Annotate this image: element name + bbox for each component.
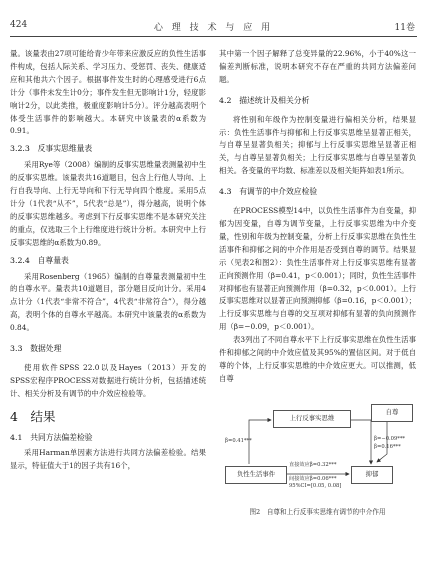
beta-interaction-label: β=−0.09*** [374,435,406,442]
section-heading: 3.2.3 反事实思维量表 [10,144,93,154]
box-depression: 抑郁 [351,466,393,484]
left-column [10,48,206,473]
indirect-effect-label: 间接效应β=0.06*** [289,475,337,482]
beta-b-label: β=0.16*** [374,443,401,450]
section-heading: 4.3 有调节的中介效应检验 [219,187,318,197]
path-a-arrow [249,420,271,464]
section-heading: 3.2.4 自尊量表 [10,255,69,265]
paragraph: 采用Rosenberg（1965）编制的自尊量表测量初中生的自尊水平。量表共10道题目，部分题目反向计分。采用4点计分（1代表“非常不符合”，4代表“非常符合”），得分越高，表明个体的自尊水平越高。本研究中该量表的α系数为0.84。 [10,271,206,333]
section-heading: 3.3 数据处理 [10,344,62,354]
paragraph: 其中第一个因子解释了总变异量的22.96%，小于40%这一偏差判断标准，说明本研究不存在严重的共同方法偏差问题。 [219,49,416,84]
mediation-diagram [219,392,416,500]
path-b-arrow [349,420,371,464]
paragraph: 量。该量表由27项可能给青少年带来应激反应的负性生活事件构成，包括人际关系、学习压力、受惩罚、丧失、健康适应和其他共六个因子。根据事件发生时的心理感受进行6点计分（事件未发生计0分；事件发生但无影响计1分，轻度影响计2分，以此类推，极重度影响计5分）。评分越高表明个体受生活事件的影响越大。本研究中该量表的α系数为0.91。 [10,49,206,136]
direct-effect-label: 直接效应β=0.32*** [289,461,337,468]
box-upward-counterfactual: 上行反事实思维 [273,410,351,428]
beta-a-label: β=0.41*** [225,437,252,444]
page-number: 424 [10,20,28,30]
box-negative-events: 负性生活事件 [225,466,287,484]
paragraph: 使用软件SPSS 22.0以及Hayes（2013）开发的SPSS宏程序PROCESS对数据进行统计分析，包括描述统计、相关分析及有调节的中介效应检验等。 [10,362,206,398]
page-header [0,0,427,40]
right-column [219,48,416,519]
section-heading: 4.2 描述统计及相关分析 [219,95,310,105]
box-self-esteem: 自尊 [371,404,413,422]
volume-label: 11卷 [394,23,415,33]
paragraph: 表3列出了不同自尊水平下上行反事实思维在负性生活事件和抑郁之间的中介效应值及其95%的置信区间。对于低自尊的个体，上行反事实思维的中介效应更大。可以推测，低自尊 [219,335,416,383]
header-rule [10,36,417,37]
paragraph: 采用Harman单因素方法进行共同方法偏差检验。结果显示，特征值大于1的因子共有16个， [10,448,206,471]
paragraph: 采用Rye等（2008）编制的反事实思维量表测量初中生的反事实思维。该量表共16道题目，包含上行他人导向、上行自我导向、上行无导向和下行无导向四个维度。采用5点计分（1代表“从不”，5代表“总是”），得分越高，说明个体的反事实思维越多。考虑到下行反事实思维不是本研究关注的重点，仅选取三个上行维度进行统计分析。本研究中上行反事实思维的α系数为0.89。 [10,160,206,247]
figure-caption: 图2 自尊和上行反事实思维有调节的中介作用 [249,507,386,516]
paragraph: 将性别和年级作为控制变量进行偏相关分析，结果显示：负性生活事件与抑郁和上行反事实思维呈显著正相关，与自尊呈显著负相关；抑郁与上行反事实思维呈显著正相关，与自尊呈显著负相关；上行反事实思维与自尊呈显著负相关。各变量的平均数、标准差以及相关矩阵如表1所示。 [219,114,416,176]
chapter-heading: 4 结果 [10,408,56,424]
paragraph: 在PROCESS模型14中，以负性生活事件为自变量，抑郁为因变量，自尊为调节变量，上行反事实思维为中介变量，性别和年级为控制变量，分析上行反事实思维在负性生活事件和抑郁之间的中介作用是否受到自尊的调节。结果显示（见表2和图2）：负性生活事件对上行反事实思维有显著正向预测作用（β=0.41，p＜0.001）；同时，负性生活事件对抑郁也有显著正向预测作用（β=0.32，p＜0.001）。上行反事实思维对以显著正向预测抑郁（β=0.16，p＜0.001）；上行反事实思维与自尊的交互项对抑郁有显著的负向预测作用（β=−0.09，p＜0.001）。 [219,206,416,332]
section-heading: 4.1 共同方法偏差检验 [10,432,93,442]
journal-title: 心 理 技 术 与 应 用 [153,23,274,33]
ci-label: 95%CI=[0.05, 0.08] [289,482,342,489]
